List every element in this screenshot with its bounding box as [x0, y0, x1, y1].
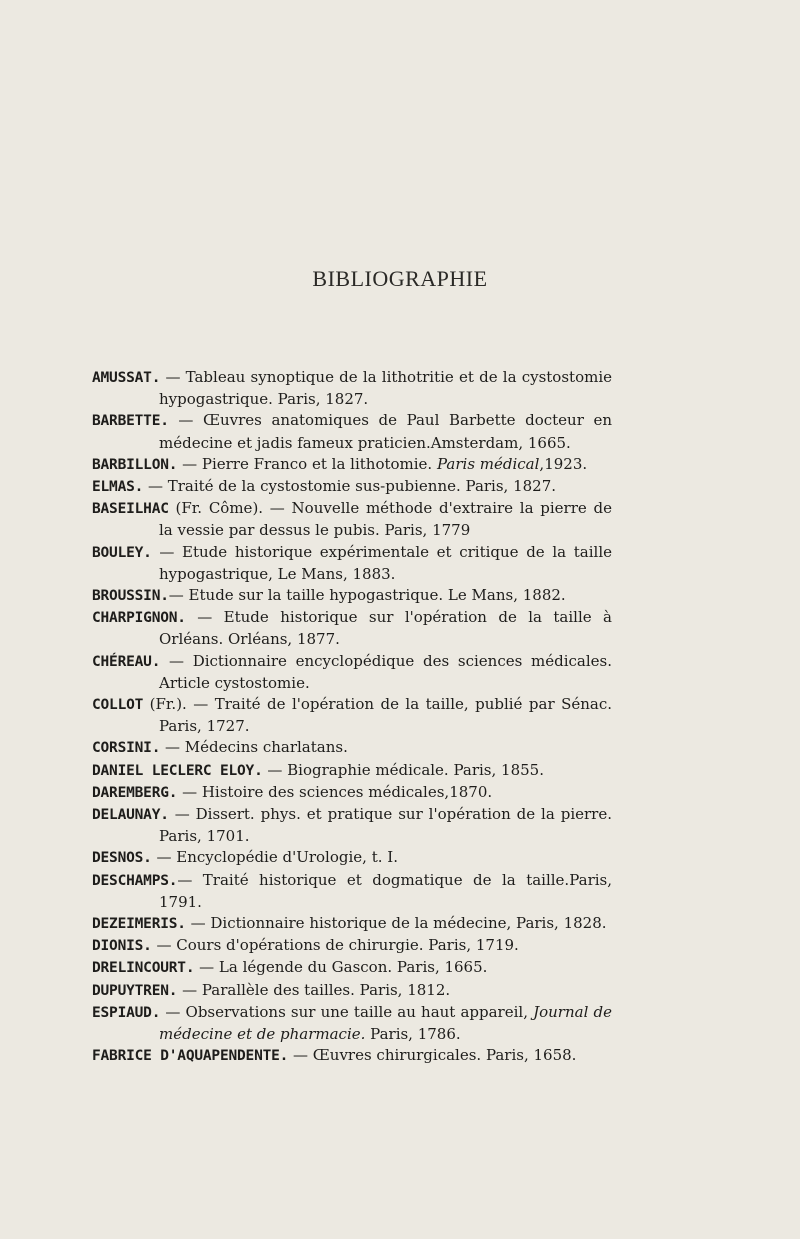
entry-text: — Pierre Franco et la lithotomie. [177, 454, 437, 473]
entry-text-end: Paris, 1786. [365, 1025, 461, 1044]
bib-entry [92, 870, 612, 913]
author-name: DUPUYTREN. [92, 982, 178, 999]
author-name: COLLOT [92, 697, 144, 714]
author-name: DIONIS. [92, 938, 152, 955]
bib-entry [92, 542, 612, 585]
author-name: CHARPIGNON. [92, 610, 186, 627]
entry-text: — Dictionnaire historique de la médecine, Paris, 1828. [185, 914, 607, 933]
author-name: DANIEL LECLERC ELOY. [92, 762, 263, 779]
entry-text: — La légende du Gascon. Paris, 1665. [194, 958, 488, 977]
author-name: DEZEIMERIS. [92, 916, 186, 933]
entry-text: — Traité de la cystostomie sus-pubienne. Paris, 1827. [143, 477, 557, 496]
author-name: DESCHAMPS. [92, 872, 178, 889]
author-name: DELAUNAY. [92, 807, 169, 824]
author-name: ESPIAUD. [92, 1004, 161, 1021]
author-name: DAREMBERG. [92, 784, 178, 801]
author-name: BARBILLON. [92, 456, 178, 473]
entry-text: — Encyclopédie d'Urologie, t. I. [151, 848, 398, 867]
entry-text: — Etude historique sur l'opération de la taille à Orléans. Orléans, 1877. [159, 608, 612, 649]
entry-text: — Tableau synoptique de la lithotritie et de la cystostomie hypogastrique. Paris, 1827. [159, 368, 612, 409]
entry-text: (Fr.). — Traité de l'opération de la taille, publié par Sénac. Paris, 1727. [143, 695, 612, 736]
bib-entry [92, 847, 612, 869]
entry-text: — Œuvres chirurgicales. Paris, 1658. [288, 1046, 577, 1065]
bib-entry [92, 957, 612, 979]
bib-entry [92, 476, 612, 498]
entry-text-end: ,1923. [539, 454, 588, 473]
bib-entry [92, 737, 612, 759]
author-name: DRELINCOURT. [92, 960, 195, 977]
bib-entry [92, 760, 612, 782]
entry-text: — Etude sur la taille hypogastrique. Le Mans, 1882. [168, 586, 566, 605]
bib-entry [92, 454, 612, 476]
entry-text: (Fr. Côme). — Nouvelle méthode d'extraire la pierre de la vessie par dessus le pubis. Paris, 1779 [159, 499, 612, 540]
bib-entry [92, 980, 612, 1002]
entry-text: — Etude historique expérimentale et critique de la taille hypogastrique, Le Mans, 1883. [151, 542, 612, 583]
author-name: CHÉREAU. [92, 653, 161, 670]
author-name: CORSINI. [92, 740, 161, 757]
entry-text: — Biographie médicale. Paris, 1855. [262, 760, 544, 779]
entry-text: — Œuvres anatomiques de Paul Barbette docteur en médecine et jadis fameux praticien.Amsterdam, 1665. [159, 411, 612, 452]
entry-text: — Cours d'opérations de chirurgie. Paris, 1719. [151, 936, 519, 955]
author-name: BARBETTE. [92, 413, 169, 430]
entry-text: — Médecins charlatans. [160, 738, 348, 757]
bib-entry [92, 935, 612, 957]
page-title: BIBLIOGRAPHIE [312, 266, 488, 291]
entry-text: — Observations sur une taille au haut appareil, [160, 1002, 534, 1021]
author-name: DESNOS. [92, 850, 152, 867]
author-name: FABRICE D'AQUAPENDENTE. [92, 1048, 289, 1065]
author-name: BASEILHAC [92, 501, 169, 518]
author-name: BROUSSIN. [92, 588, 169, 605]
author-name: BOULEY. [92, 544, 152, 561]
journal-title: Journal de médecine et de pharmacie. [159, 1002, 612, 1044]
author-name: AMUSSAT. [92, 370, 161, 386]
bib-entry [92, 410, 612, 453]
bib-entry [92, 367, 612, 410]
entry-text: — Histoire des sciences médicales,1870. [177, 782, 493, 801]
bib-entry [92, 782, 612, 804]
entry-text: — Traité historique et dogmatique de la taille.Paris, 1791. [159, 870, 612, 911]
bib-entry [92, 1045, 612, 1067]
author-name: ELMAS. [92, 479, 144, 496]
bib-entry [92, 651, 612, 694]
bib-entry [92, 607, 612, 650]
bib-entry [92, 498, 612, 541]
bib-entry [92, 913, 612, 935]
bib-entry [92, 804, 612, 847]
entry-text: — Dictionnaire encyclopédique des sciences médicales. Article cystostomie. [159, 651, 612, 692]
entry-text: — Parallèle des tailles. Paris, 1812. [177, 980, 451, 999]
bib-entry [92, 585, 612, 607]
journal-title: Paris médical [436, 454, 540, 473]
entry-text: — Dissert. phys. et pratique sur l'opération de la pierre. Paris, 1701. [159, 805, 612, 846]
bib-entry [92, 1002, 612, 1045]
bib-entry [92, 694, 612, 737]
bibliography-list [92, 367, 612, 1068]
